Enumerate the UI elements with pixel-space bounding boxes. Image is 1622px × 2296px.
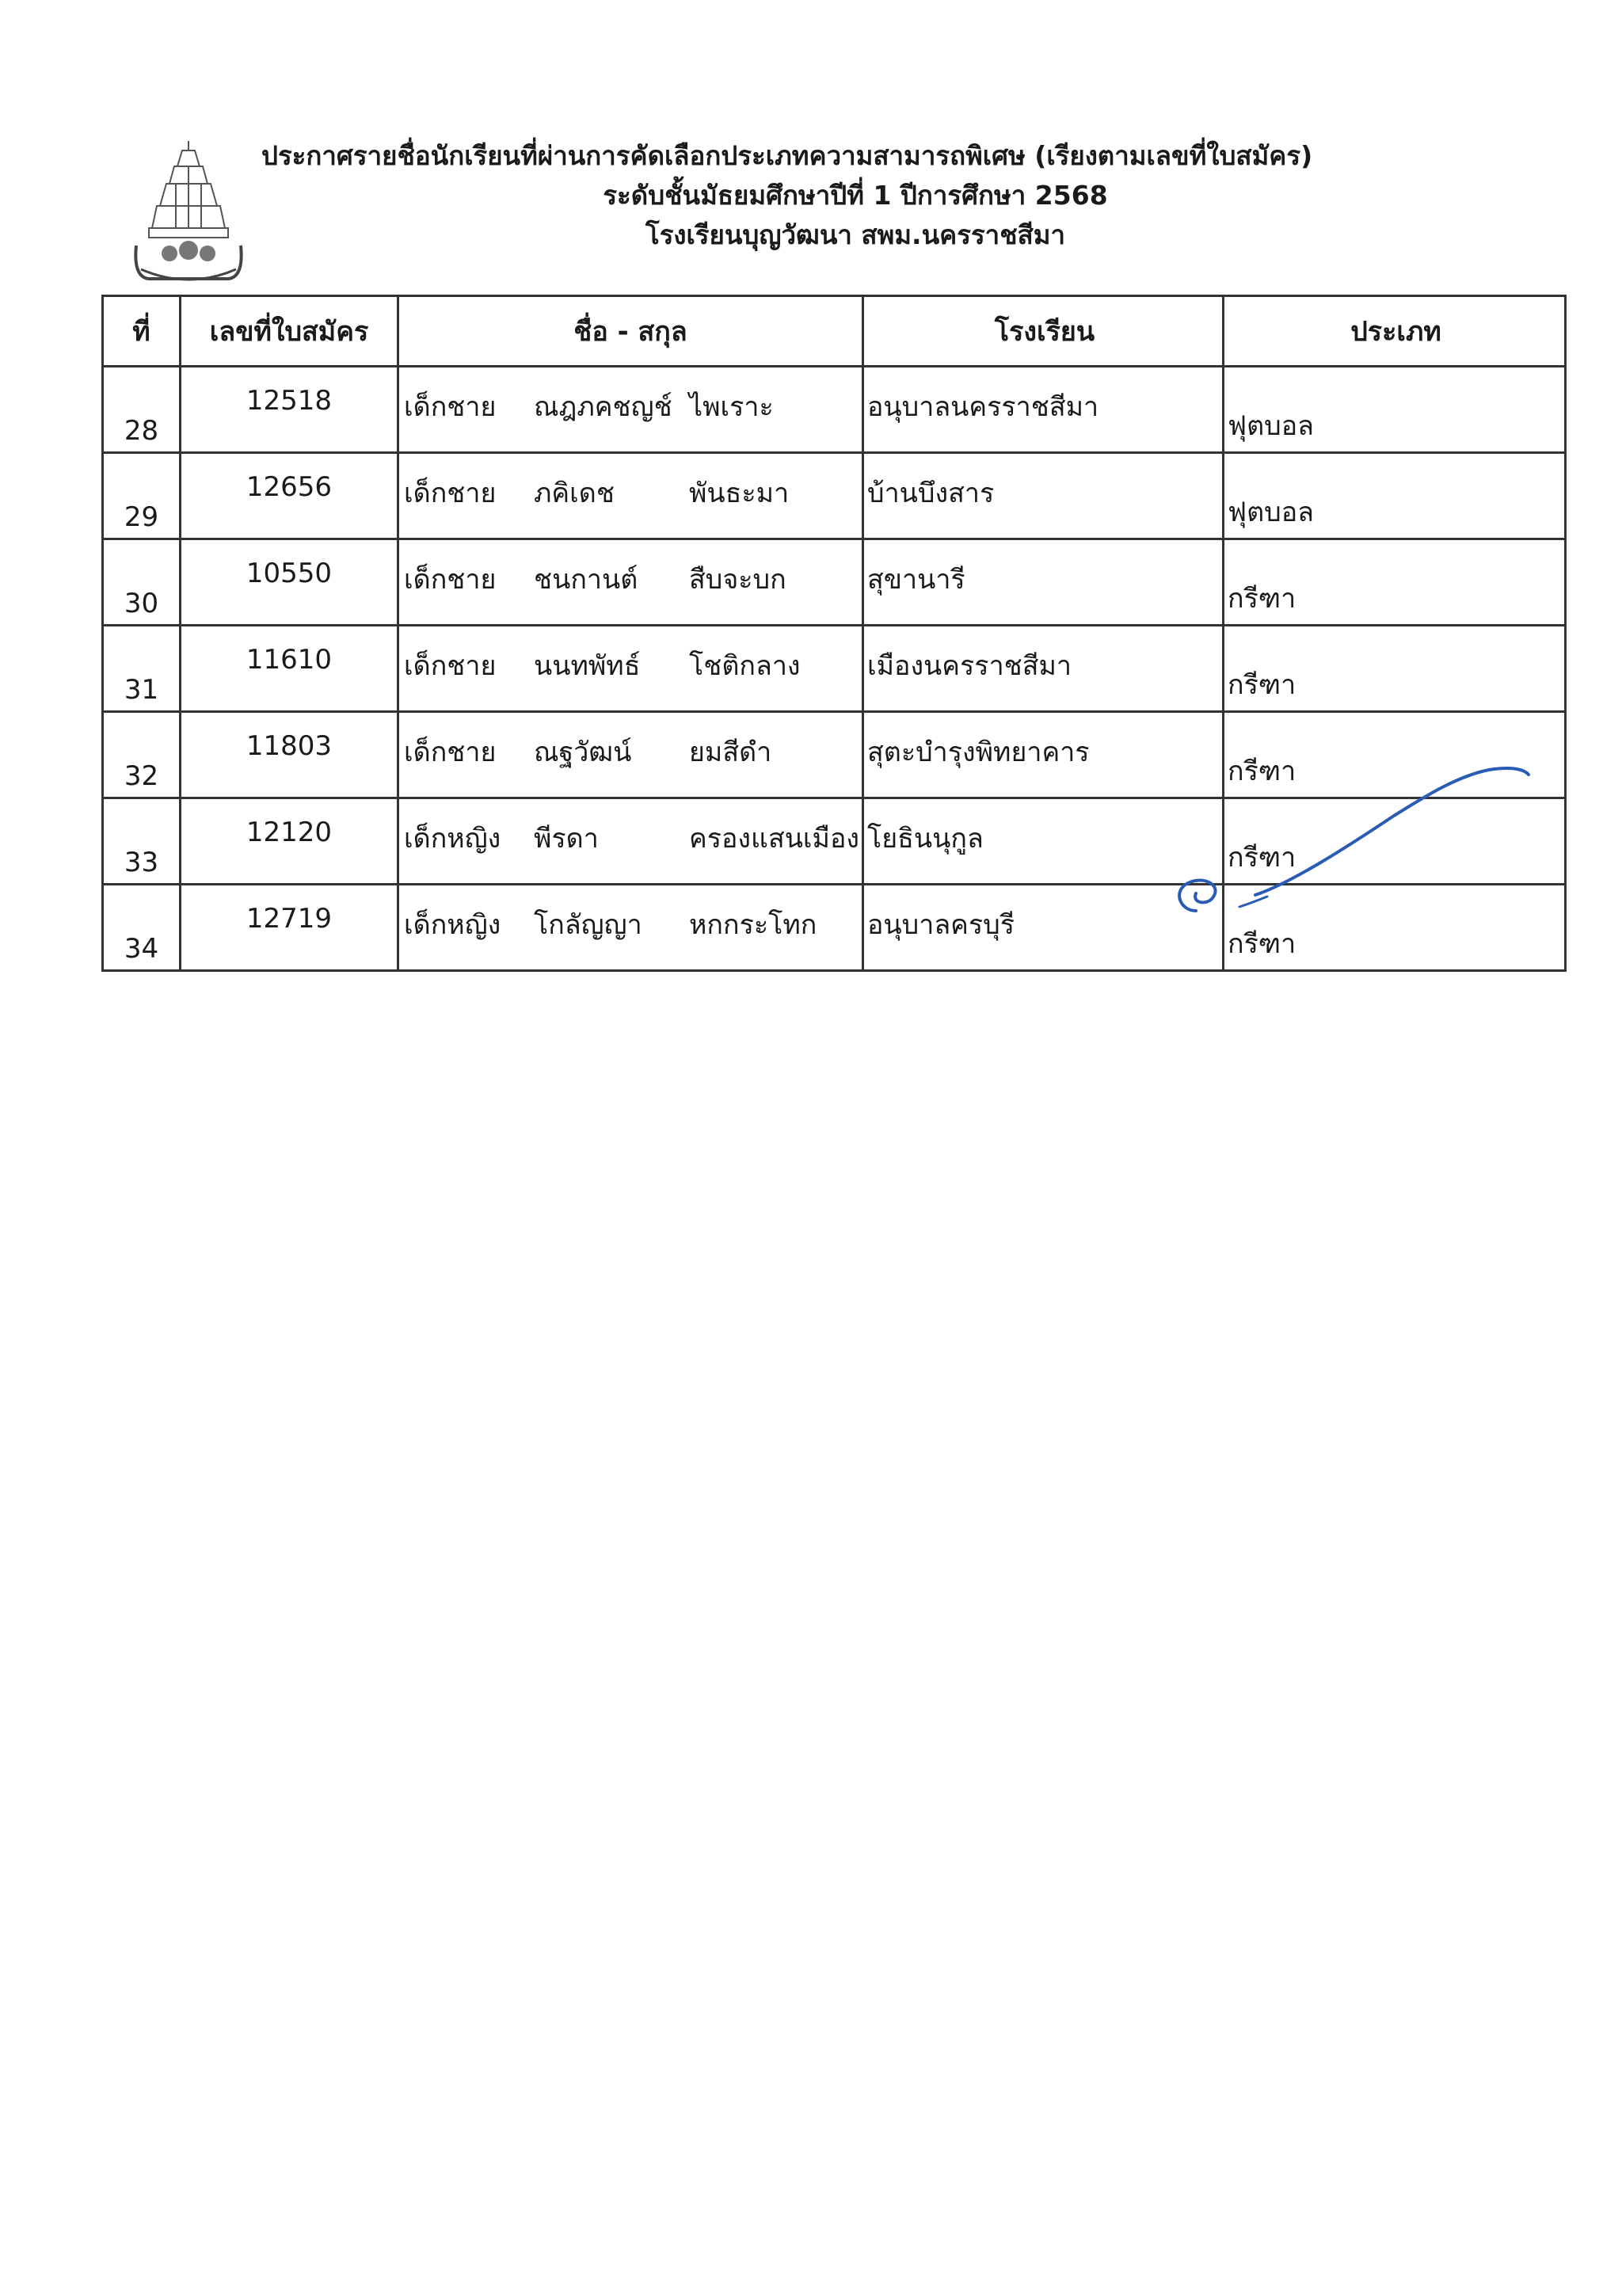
row-application-no: 10550 bbox=[181, 539, 398, 626]
row-no: 34 bbox=[103, 885, 181, 971]
first-name: พีรดา bbox=[534, 823, 599, 855]
column-header-application-no: เลขที่ใบสมัคร bbox=[181, 296, 398, 367]
first-name: โกลัญญา bbox=[534, 909, 642, 941]
first-name: ภคิเดช bbox=[534, 478, 615, 509]
row-school: โยธินนุกูล bbox=[863, 798, 1224, 885]
row-application-no: 11610 bbox=[181, 626, 398, 712]
row-school: สุขานารี bbox=[863, 539, 1224, 626]
column-header-name: ชื่อ - สกุล bbox=[398, 296, 863, 367]
row-type: ฟุตบอล bbox=[1224, 367, 1566, 453]
column-header-no: ที่ bbox=[103, 296, 181, 367]
last-name: หกกระโทก bbox=[689, 909, 817, 941]
table-row bbox=[103, 453, 1566, 539]
row-name bbox=[398, 367, 863, 453]
row-no: 30 bbox=[103, 539, 181, 626]
name-prefix: เด็กหญิง bbox=[404, 909, 501, 941]
row-name bbox=[398, 885, 863, 971]
row-type: กรีฑา bbox=[1224, 885, 1566, 971]
school-emblem-icon bbox=[125, 135, 252, 293]
row-no: 32 bbox=[103, 712, 181, 798]
last-name: ยมสีดำ bbox=[689, 737, 772, 768]
name-prefix: เด็กชาย bbox=[404, 564, 497, 596]
row-application-no: 12656 bbox=[181, 453, 398, 539]
row-school: เมืองนครราชสีมา bbox=[863, 626, 1224, 712]
first-name: ณฎภคชญช์ bbox=[534, 391, 672, 423]
announcement-title: ประกาศรายชื่อนักเรียนที่ผ่านการคัดเลือกประเภทความสามารถพิเศษ (เรียงตามเลขที่ใบสมัคร) bbox=[261, 140, 1313, 171]
row-type: กรีฑา bbox=[1224, 539, 1566, 626]
row-type: กรีฑา bbox=[1224, 798, 1566, 885]
row-name bbox=[398, 712, 863, 798]
name-prefix: เด็กชาย bbox=[404, 391, 497, 423]
row-no: 29 bbox=[103, 453, 181, 539]
last-name: สืบจะบก bbox=[689, 564, 786, 596]
row-school: สุตะบำรุงพิทยาคาร bbox=[863, 712, 1224, 798]
announcement-level: ระดับชั้นมัธยมศึกษาปีที่ 1 ปีการศึกษา 2568 bbox=[603, 180, 1108, 211]
row-application-no: 12518 bbox=[181, 367, 398, 453]
row-no: 33 bbox=[103, 798, 181, 885]
first-name: นนทพัทธ์ bbox=[534, 650, 641, 682]
last-name: โชติกลาง bbox=[689, 650, 801, 682]
announcement-header bbox=[238, 136, 1473, 255]
row-application-no: 12120 bbox=[181, 798, 398, 885]
table-row bbox=[103, 367, 1566, 453]
first-name: ชนกานต์ bbox=[534, 564, 638, 596]
row-school: อนุบาลครบุรี bbox=[863, 885, 1224, 971]
row-name bbox=[398, 626, 863, 712]
row-school: บ้านบึงสาร bbox=[863, 453, 1224, 539]
row-type: กรีฑา bbox=[1224, 712, 1566, 798]
handwritten-signature-icon bbox=[1164, 752, 1536, 927]
row-name bbox=[398, 453, 863, 539]
name-prefix: เด็กชาย bbox=[404, 737, 497, 768]
last-name: ไพเราะ bbox=[689, 391, 774, 423]
name-prefix: เด็กชาย bbox=[404, 650, 497, 682]
last-name: พันธะมา bbox=[689, 478, 790, 509]
last-name: ครองแสนเมือง bbox=[689, 823, 859, 855]
column-header-type: ประเภท bbox=[1224, 296, 1566, 367]
row-name bbox=[398, 539, 863, 626]
row-school: อนุบาลนครราชสีมา bbox=[863, 367, 1224, 453]
name-prefix: เด็กหญิง bbox=[404, 823, 501, 855]
table-row bbox=[103, 626, 1566, 712]
table-row bbox=[103, 539, 1566, 626]
table-header-row bbox=[103, 296, 1566, 367]
row-name bbox=[398, 798, 863, 885]
column-header-school: โรงเรียน bbox=[863, 296, 1224, 367]
row-no: 28 bbox=[103, 367, 181, 453]
row-type: ฟุตบอล bbox=[1224, 453, 1566, 539]
row-no: 31 bbox=[103, 626, 181, 712]
first-name: ณฐวัฒน์ bbox=[534, 737, 632, 768]
name-prefix: เด็กชาย bbox=[404, 478, 497, 509]
announcement-school: โรงเรียนบุญวัฒนา สพม.นครราชสีมา bbox=[645, 219, 1066, 250]
row-application-no: 12719 bbox=[181, 885, 398, 971]
row-type: กรีฑา bbox=[1224, 626, 1566, 712]
row-application-no: 11803 bbox=[181, 712, 398, 798]
